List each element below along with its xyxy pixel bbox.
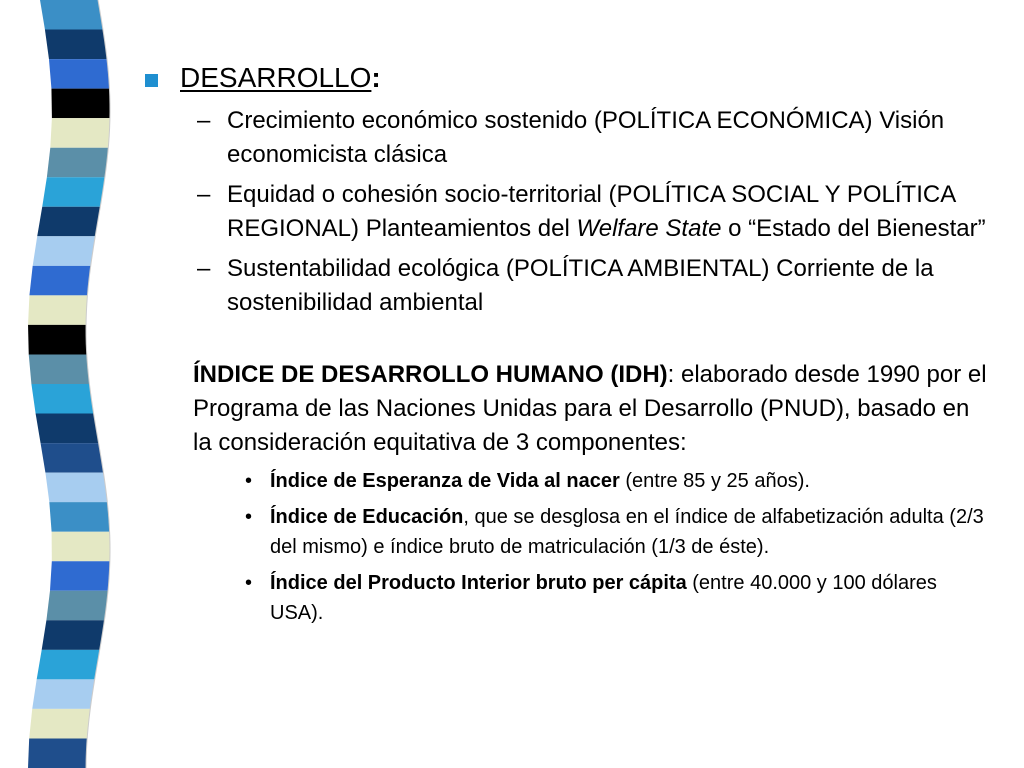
stripe-band (29, 354, 90, 384)
stripe-band (28, 295, 87, 325)
component-name: Índice de Educación (270, 506, 464, 528)
stripe-band (45, 30, 107, 60)
idh-paragraph (145, 358, 993, 460)
stripe-band (49, 502, 109, 532)
item-text: Crecimiento económico sostenido (POLÍTICA ECONÓMICA) Visión economicista clásica (227, 107, 945, 168)
dash-bullet: – (197, 107, 211, 134)
development-dimensions-list (145, 104, 1005, 320)
stripe-band (29, 266, 90, 296)
list-item (145, 568, 990, 628)
stripe-band (33, 236, 96, 266)
list-item (145, 178, 1005, 246)
stripe-band (47, 148, 108, 178)
stripe-band (28, 738, 87, 768)
component-name: Índice del Producto Interior bruto per cápita (270, 572, 687, 594)
item-text-italic: Welfare State (576, 215, 722, 242)
title-colon: : (371, 62, 381, 93)
list-item (145, 502, 990, 562)
decorative-stripe (0, 0, 118, 768)
component-name: Índice de Esperanza de Vida al nacer (270, 470, 620, 492)
idh-body: : elaborado desde 1990 por el Programa de las Naciones Unidas para el Desarrollo (PNUD), basado en la consideración equitativa de 3 componentes: (193, 361, 987, 456)
component-detail: (entre 40.000 y 100 dólares USA). (270, 572, 937, 624)
dot-bullet: • (245, 506, 253, 528)
stripe-band (29, 709, 90, 739)
component-detail: (entre 85 y 25 años). (619, 470, 810, 492)
list-item (145, 466, 990, 496)
stripe-band (46, 591, 108, 621)
slide-title: DESARROLLO (180, 62, 372, 93)
list-item (145, 252, 1005, 320)
stripe-band (51, 89, 109, 119)
stripe-band (37, 207, 100, 237)
item-text: o “Estado del Bienestar” (721, 215, 986, 242)
item-text: Equidad o cohesión socio-territorial (POLÍTICA SOCIAL Y POLÍTICA REGIONAL) Planteamientos del (227, 181, 955, 242)
stripe-band (41, 443, 104, 473)
stripe-band (50, 118, 110, 148)
stripe-band (49, 59, 109, 89)
stripe-band (37, 650, 100, 680)
stripe-band (50, 561, 110, 591)
stripe-band (45, 473, 107, 503)
dash-bullet: – (197, 181, 211, 208)
stripe-band (32, 679, 94, 709)
idh-heading: ÍNDICE DE DESARROLLO HUMANO (IDH) (193, 361, 668, 388)
stripe-band (52, 532, 110, 562)
dash-bullet: – (197, 255, 211, 282)
item-text: Sustentabilidad ecológica (POLÍTICA AMBIENTAL) Corriente de la sostenibilidad ambiental (227, 255, 934, 316)
title-row (145, 58, 1005, 98)
stripe-band (42, 177, 105, 207)
dot-bullet: • (245, 470, 253, 492)
square-bullet-icon (145, 74, 158, 87)
stripe-band (28, 325, 87, 355)
slide-content (145, 58, 1005, 634)
dot-bullet: • (245, 572, 253, 594)
list-item (145, 104, 1005, 172)
stripe-band (42, 620, 105, 650)
stripe-band (36, 414, 99, 444)
stripe-band (40, 0, 103, 30)
component-detail: , que se desglosa en el índice de alfabetización adulta (2/3 del mismo) e índice bruto de matriculación (1/3 de éste). (270, 506, 984, 558)
idh-components-list (145, 466, 1005, 628)
stripe-band (31, 384, 93, 414)
